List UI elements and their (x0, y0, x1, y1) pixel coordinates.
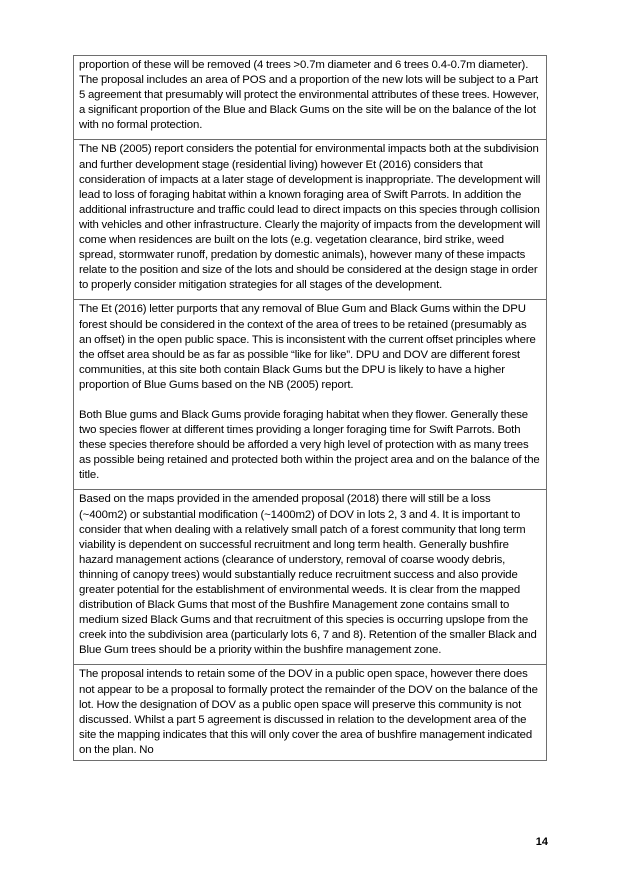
paragraph: The NB (2005) report considers the potential for environmental impacts both at the subdivision and further development stage (residential living) however Et (2016) considers that consideration of impacts at a later stage of development is inappropriate. The development will lead to loss of foraging habitat within a known foraging area of Swift Parrots. In addition the additional infrastructure and traffic could lead to direct impacts on this species through collision with vehicles and other infrastructure. Clearly the majority of impacts from the development will come when residences are built on the lots (e.g. vegetation clearance, bird strike, weed spread, stormwater runoff, predation by domestic animals), however many of these impacts relate to the position and size of the lots and should be considered at the design stage in order to properly consider mitigation strategies for all stages of the development. (79, 143, 541, 292)
paragraph: Based on the maps provided in the amended proposal (2018) there will still be a loss (~400m2) or substantial modification (~1400m2) of DOV in lots 2, 3 and 4. It is important to consider that when dealing with a relatively small patch of a forest community that long term viability is dependent on successful recruitment and long term health. Generally bushfire hazard management actions (clearance of understory, removal of coarse woody debris, thinning of canopy trees) would substantially reduce recruitment success and also provide greater potential for the establishment of environmental weeds. It is clear from the mapped distribution of Black Gums that most of the Bushfire Management zone contains small to medium sized Black Gums and that recruitment of this species is occurring upslope from the creek into the subdivision area (particularly lots 6, 7 and 8). Retention of the smaller Black and Blue Gum trees should be a priority within the bushfire management zone. (79, 493, 537, 657)
table-cell (74, 56, 546, 140)
paragraph: The Et (2016) letter purports that any removal of Blue Gum and Black Gums within the DPU forest should be considered in the context of the area of trees to be retained (presumably as an offset) in the open public space. This is inconsistent with the current offset principles where the offset area should be as far as possible “like for like”. DPU and DOV are different forest communities, at this site both contain Black Gums but the DPU is likely to have a higher proportion of Blue Gums based on the NB (2005) report. (79, 303, 536, 391)
page-number: 14 (535, 836, 548, 848)
table-cell (74, 490, 546, 665)
table-cell (74, 665, 546, 760)
paragraph: proportion of these will be removed (4 trees >0.7m diameter and 6 trees 0.4-0.7m diameter). The proposal includes an area of POS and a proportion of the new lots will be subject to a Part 5 agreement that presumably will protect the environmental attributes of these trees. However, a significant proportion of the Blue and Black Gums on the site will be on the balance of the lot with no formal protection. (79, 59, 539, 132)
paragraph: Both Blue gums and Black Gums provide foraging habitat when they flower. Generally these two species flower at different times providing a longer foraging time for Swift Parrots. Both these species therefore should be afforded a very high level of protection with as many trees as possible being retained and protected both within the project area and on the balance of the title. (79, 408, 540, 482)
table-cell (74, 140, 546, 300)
document-table (73, 55, 547, 761)
table-cell (74, 300, 546, 490)
paragraph: The proposal intends to retain some of the DOV in a public open space, however there does not appear to be a proposal to formally protect the remainder of the DOV on the balance of the lot. How the designation of DOV as a public open space will preserve this community is not discussed. Whilst a part 5 agreement is discussed in relation to the development area of the site the mapping indicates that this will only cover the area of bushfire management indicated on the plan. No (79, 668, 538, 756)
